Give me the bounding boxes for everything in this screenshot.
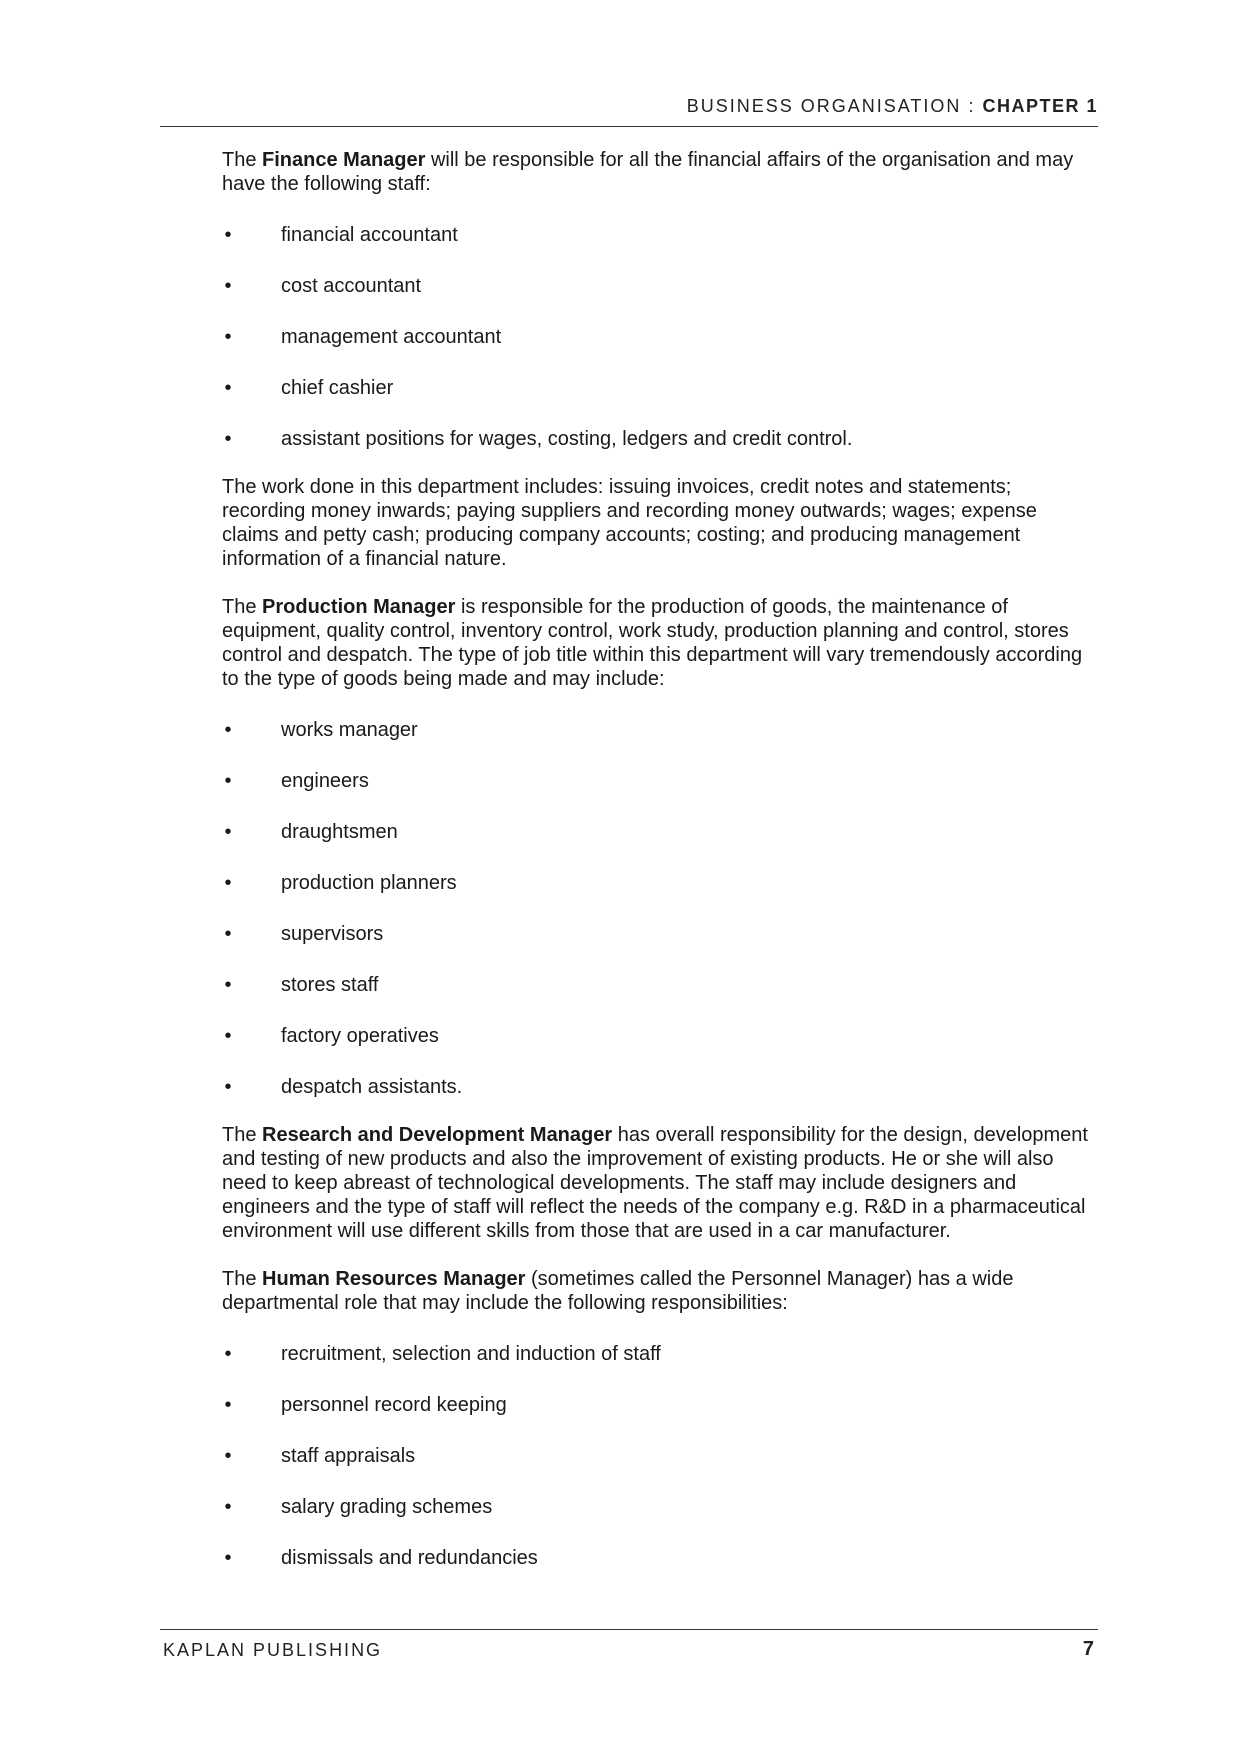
paragraph-rnd-manager [222,1123,1092,1243]
text: The [222,1268,263,1290]
list-item [222,1495,1092,1519]
list-item [222,1546,1092,1570]
list-item [222,871,1092,895]
bullet-icon: • [224,224,232,246]
term-production-manager: Production Manager [262,596,456,618]
footer-rule [160,1629,1098,1630]
list-item [222,223,1092,247]
header-separator: : [968,96,976,116]
list-item-text: supervisors [281,923,384,945]
paragraph-hr-manager [222,1267,1092,1315]
text: will be responsible for all the financial affairs of the organisation and may have the following staff: [222,149,1074,195]
list-item [222,274,1092,298]
page-number: 7 [1082,1638,1094,1660]
header-chapter: CHAPTER 1 [982,96,1098,116]
list-item-text: salary grading schemes [281,1496,493,1518]
list-item-text: personnel record keeping [281,1394,507,1416]
list-item [222,820,1092,844]
paragraph-finance-work: The work done in this department includes: issuing invoices, credit notes and statements; recording money inwards; paying suppliers and recording money outwards; wages; expense claims and petty cash; producing company accounts; costing; and producing management information of a financial nature. [222,476,1037,570]
list-item [222,718,1092,742]
list-item [222,376,1092,400]
text: is responsible for the production of goods, the maintenance of equipment, quality control, inventory control, work study, production planning and control, stores control and despatch. The type of job title within this department will vary tremendously according to the type of goods being made and may include: [222,596,1083,690]
hr-responsibilities-list [222,1342,1092,1570]
list-item-text: dismissals and redundancies [281,1547,538,1569]
text: The [222,596,263,618]
list-item-text: recruitment, selection and induction of staff [281,1343,661,1365]
text: The [222,149,263,171]
list-item-text: factory operatives [281,1025,439,1047]
bullet-icon: • [224,821,232,843]
bullet-icon: • [224,872,232,894]
list-item-text: draughtsmen [281,821,398,843]
bullet-icon: • [224,974,232,996]
bullet-icon: • [224,719,232,741]
bullet-icon: • [224,1025,232,1047]
term-hr-manager: Human Resources Manager [262,1268,526,1290]
bullet-icon: • [224,1445,232,1467]
bullet-icon: • [224,1343,232,1365]
list-item-text: despatch assistants. [281,1076,463,1098]
list-item [222,973,1092,997]
list-item-text: works manager [281,719,418,741]
finance-staff-list [222,223,1092,451]
list-item-text: assistant positions for wages, costing, ledgers and credit control. [281,428,853,450]
list-item [222,769,1092,793]
running-header [160,96,1098,117]
bullet-icon: • [224,326,232,348]
bullet-icon: • [224,275,232,297]
text: (sometimes called the Personnel Manager) has a wide departmental role that may include the following responsibilities: [222,1268,1014,1314]
list-item [222,1342,1092,1366]
header-section: BUSINESS ORGANISATION [686,96,962,116]
bullet-icon: • [224,1076,232,1098]
list-item [222,1393,1092,1417]
production-staff-list [222,718,1092,1099]
list-item-text: production planners [281,872,457,894]
bullet-icon: • [224,1496,232,1518]
list-item-text: financial accountant [281,224,458,246]
bullet-icon: • [224,377,232,399]
bullet-icon: • [224,923,232,945]
list-item [222,922,1092,946]
text: The [222,1124,263,1146]
list-item [222,1444,1092,1468]
bullet-icon: • [224,1547,232,1569]
list-item [222,1075,1092,1099]
text: has overall responsibility for the design, development and testing of new products and also the improvement of existing products. He or she will also need to keep abreast of technological developments. The staff may include designers and engineers and the type of staff will reflect the needs of the company e.g. R&D in a pharmaceutical environment will use different skills from those that are used in a car manufacturer. [222,1124,1088,1242]
list-item-text: chief cashier [281,377,394,399]
list-item-text: staff appraisals [281,1445,416,1467]
bullet-icon: • [224,1394,232,1416]
list-item-text: cost accountant [281,275,422,297]
footer-publisher: KAPLAN PUBLISHING [163,1640,383,1660]
list-item [222,1024,1092,1048]
bullet-icon: • [224,428,232,450]
list-item-text: management accountant [281,326,502,348]
list-item [222,325,1092,349]
term-finance-manager: Finance Manager [262,149,426,171]
paragraph-finance-manager [222,148,1092,196]
page-body [222,148,1092,1570]
paragraph-production-manager [222,595,1092,691]
list-item [222,427,1092,451]
list-item-text: stores staff [281,974,379,996]
term-rnd-manager: Research and Development Manager [262,1124,613,1146]
list-item-text: engineers [281,770,369,792]
bullet-icon: • [224,770,232,792]
header-rule [160,126,1098,127]
